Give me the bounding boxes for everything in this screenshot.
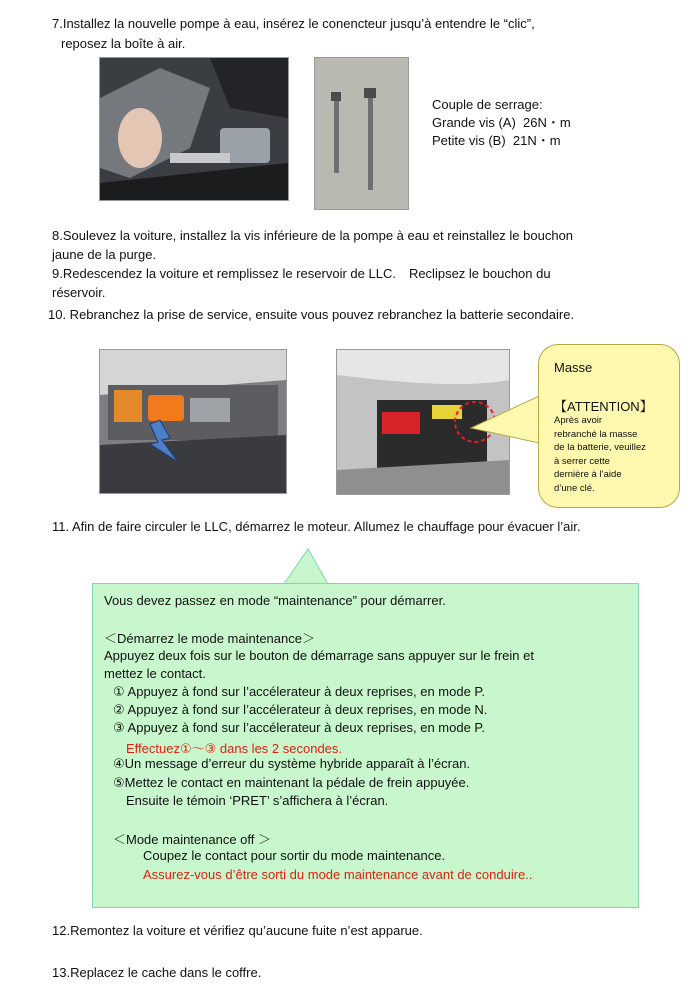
maintenance-step-3: ③ Appuyez à fond sur l’accélerateur à deux reprises, en mode P.	[113, 720, 486, 735]
callout-attention: 【ATTENTION】	[554, 399, 653, 414]
step-10-text: 10. Rebranchez la prise de service, ensuite vous pouvez rebranchez la batterie secondaire.	[48, 307, 575, 322]
maintenance-off-description: Coupez le contact pour sortir du mode maintenance.	[143, 848, 446, 863]
bolts-photo	[314, 57, 409, 210]
ground-attention-callout	[538, 344, 680, 508]
step-9-text: 9.Redescendez la voiture et remplissez le reservoir de LLC. Reclipsez le bouchon du	[52, 266, 551, 281]
maintenance-off-heading: ＜Mode maintenance off ＞	[113, 832, 272, 847]
service-plug-photo	[99, 349, 287, 494]
step-8-text: 8.Soulevez la voiture, installez la vis inférieure de la pompe à eau et reinstallez le bouchon	[52, 228, 574, 243]
callout-title: Masse	[554, 360, 593, 375]
start-maintenance-description: Appuyez deux fois sur le bouton de démarrage sans appuyer sur le frein et	[104, 648, 534, 663]
timing-warning: Effectuez①～③ dans les 2 secondes.	[126, 741, 343, 756]
maintenance-step-5: ⑤Mettez le contact en maintenant la pédale de frein appuyée.	[113, 775, 470, 790]
step-7-text: 7.Installez la nouvelle pompe à eau, insérez le conencteur jusqu’à entendre le “clic”,	[52, 16, 535, 31]
maintenance-step-5-continued: Ensuite le témoin ‘PRET’ s’affichera à l’écran.	[126, 793, 389, 808]
maintenance-off-warning: Assurez-vous d’être sorti du mode maintenance avant de conduire..	[143, 867, 533, 882]
step-13-text: 13.Replacez le cache dans le coffre.	[52, 965, 262, 980]
torque-big-screw: Grande vis (A) 26N・m	[432, 115, 571, 130]
start-maintenance-heading: ＜Démarrez le mode maintenance＞	[104, 631, 315, 646]
step-11-text: 11. Afin de faire circuler le LLC, démarrez le moteur. Allumez le chauffage pour évacuer l’air.	[52, 519, 581, 534]
service-plug-drawing	[100, 350, 286, 493]
bolts-drawing	[315, 58, 408, 209]
callout-body: Après avoir rebranché la masse de la batterie, veuillez à serrer cette dernière à l’aide d’une clé.	[554, 415, 646, 494]
water-pump-photo-drawing	[100, 58, 288, 200]
water-pump-photo	[99, 57, 289, 201]
torque-title: Couple de serrage:	[432, 97, 543, 112]
maintenance-step-2: ② Appuyez à fond sur l’accélerateur à deux reprises, en mode N.	[113, 702, 488, 717]
step-12-text: 12.Remontez la voiture et vérifiez qu’aucune fuite n’est apparue.	[52, 923, 423, 938]
maintenance-mode-note	[92, 583, 639, 908]
step-8-text-continued: jaune de la purge.	[52, 247, 157, 262]
start-maintenance-description-continued: mettez le contact.	[104, 666, 206, 681]
note-pointer	[280, 548, 340, 588]
note-intro: Vous devez passez en mode “maintenance” pour démarrer.	[104, 593, 446, 608]
step-9-text-continued: réservoir.	[52, 285, 106, 300]
maintenance-step-1: ① Appuyez à fond sur l’accélerateur à deux reprises, en mode P.	[113, 684, 486, 699]
maintenance-step-4: ④Un message d’erreur du système hybride apparaît à l’écran.	[113, 756, 471, 771]
torque-small-screw: Petite vis (B) 21N・m	[432, 133, 561, 148]
step-7-text-continued: reposez la boîte à air.	[61, 36, 186, 51]
